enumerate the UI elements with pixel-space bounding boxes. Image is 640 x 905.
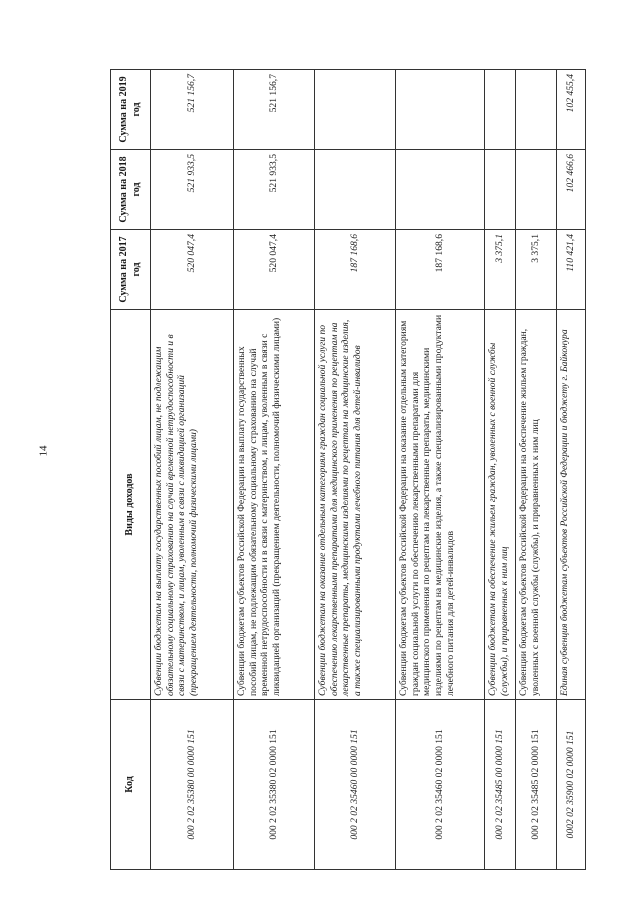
table-row [516, 70, 557, 870]
row-2019: 102 455,4 [557, 70, 586, 150]
row-2018 [315, 150, 396, 230]
row-code: 000 2 02 35460 00 0000 151 [315, 700, 396, 870]
table-row [315, 70, 396, 870]
income-table-rotated [110, 70, 577, 870]
row-name: Субвенции бюджетам субъектов Российской Федерации на оказание отдельным категориям граждан социальной услуги по обеспечению лекарственными препаратами для медицинского применения по рецептам на лекарственные препараты, медицинскими изделиями по рецептам на медицинские изделия, а также специализированными продуктами лечебного питания для детей-инвалидов [396, 310, 485, 700]
row-name: Субвенции бюджетам субъектов Российской Федерации на обеспечение жильем граждан, уволенных с военной службы (службы), и приравненных к ним лиц [516, 310, 557, 700]
row-2018 [396, 150, 485, 230]
income-table [110, 69, 586, 870]
row-2018: 102 466,6 [557, 150, 586, 230]
page-number: 14 [37, 445, 50, 457]
table-row [485, 70, 516, 870]
table-row [234, 70, 315, 870]
row-code: 000 2 02 35380 02 0000 151 [234, 700, 315, 870]
row-name: Субвенции бюджетам на обеспечение жильем граждан, уволенных с военной службы (службы), и приравненных к ним лиц [485, 310, 516, 700]
row-code: 0002 02 35900 02 0000 151 [557, 700, 586, 870]
row-code: 000 2 02 35460 02 0000 151 [396, 700, 485, 870]
row-2018: 521 933,5 [151, 150, 234, 230]
row-2019: 521 156,7 [151, 70, 234, 150]
row-2018 [485, 150, 516, 230]
table-row [151, 70, 234, 870]
header-2018: Сумма на 2018 год [111, 150, 151, 230]
row-2019 [396, 70, 485, 150]
row-2017: 520 047,4 [234, 230, 315, 310]
row-2019: 521 156,7 [234, 70, 315, 150]
header-2017: Сумма на 2017 год [111, 230, 151, 310]
row-2018: 521 933,5 [234, 150, 315, 230]
row-name: Субвенции бюджетам на оказание отдельным категориям граждан социальной услуги по обеспечению лекарственными препаратами для медицинского применения по рецептам на лекарственные препараты, медицинскими изделиями по рецептам на медицинские изделия, а также специализированными продуктами лечебного питания для детей-инвалидов [315, 310, 396, 700]
row-2017: 3 375,1 [485, 230, 516, 310]
header-name: Виды доходов [111, 310, 151, 700]
row-2019 [516, 70, 557, 150]
row-code: 000 2 02 35485 00 0000 151 [485, 700, 516, 870]
row-2019 [485, 70, 516, 150]
header-code: Код [111, 700, 151, 870]
row-2017: 110 421,4 [557, 230, 586, 310]
table-row [396, 70, 485, 870]
row-name: Субвенции бюджетам на выплату государственных пособий лицам, не подлежащим обязательному социальному страхованию на случай временной нетрудоспособности и в связи с материнством, и лицам, уволенным в связи с ликвидацией организаций (прекращением деятельности, полномочий физическими лицами) [151, 310, 234, 700]
row-code: 000 2 02 35485 02 0000 151 [516, 700, 557, 870]
row-2017: 3 375,1 [516, 230, 557, 310]
row-2017: 187 168,6 [315, 230, 396, 310]
row-2017: 520 047,4 [151, 230, 234, 310]
row-name: Единая субвенция бюджетам субъектов Российской Федерации и бюджету г. Байконура [557, 310, 586, 700]
row-2019 [315, 70, 396, 150]
table-row [557, 70, 586, 870]
row-name: Субвенции бюджетам субъектов Российской Федерации на выплату государственных пособий лицам, не подлежащим обязательному социальному страхованию на случай временной нетрудоспособности и в связи с материнством, и лицам, уволенным в связи с ликвидацией организаций (прекращением деятельности, полномочий физическими лицами) [234, 310, 315, 700]
row-2017: 187 168,6 [396, 230, 485, 310]
header-2019: Сумма на 2019 год [111, 70, 151, 150]
row-code: 000 2 02 35380 00 0000 151 [151, 700, 234, 870]
row-2018 [516, 150, 557, 230]
